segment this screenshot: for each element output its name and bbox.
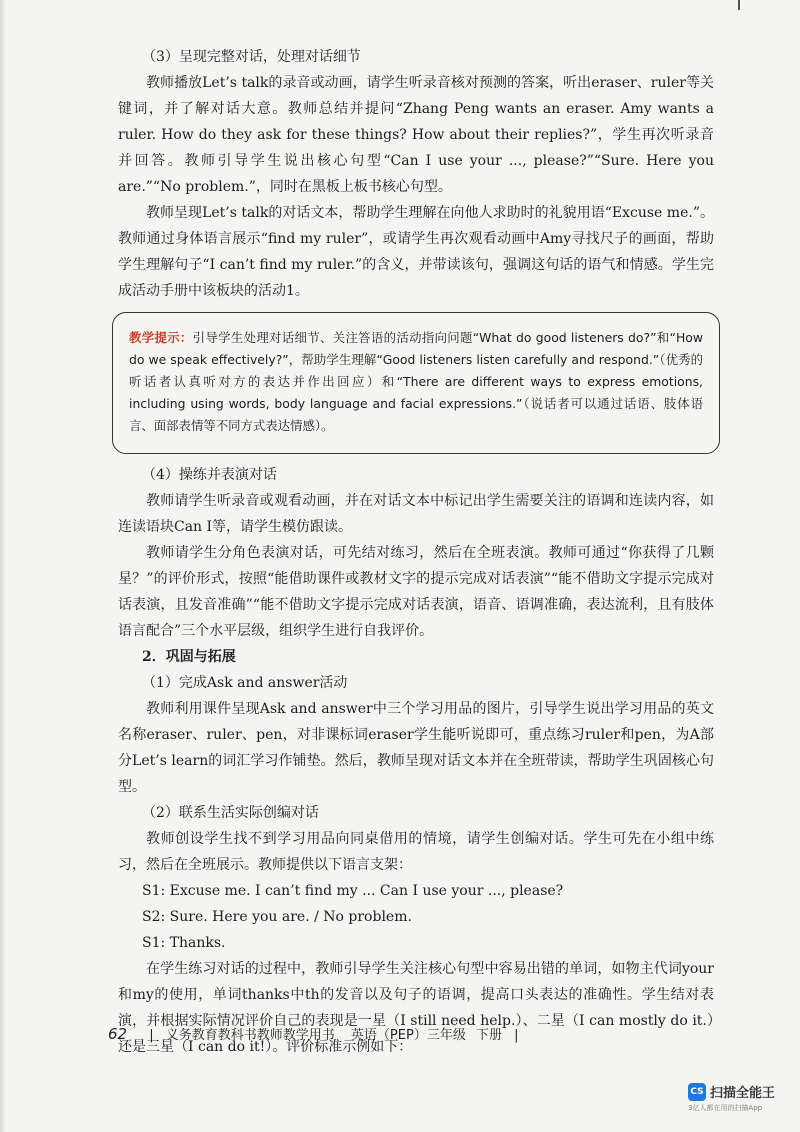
paragraph: 教师请学生分角色表演对话，可先结对练习，然后在全班表演。教师可通过“你获得了几颗星？”的评价形式，按照“能借助课件或教材文字的提示完成对话表演”“能不借助文字提示完成对话表演，且发音准确”“能不借助文字提示完成对话表演，语音、语调准确，表达流利，且有肢体语言配合”三个水平层级，组织学生进行自我评价。 <box>118 545 714 639</box>
scanner-watermark <box>688 1082 775 1113</box>
heading-create-dialogue: （2）联系生活实际创编对话 <box>142 805 319 821</box>
tip-text: 引导学生处理对话细节、关注答语的活动指向问题“What do good listeners do?”和“How do we speak effectively?”，帮助学生理解“Good listeners listen carefully and respond.”（优秀的听话者认真听对方的表达并作出回应）和“There are different ways to express emotions, including using words, body language and facial expressions.”（说话者可以通过话语、肢体语言、面部表情等不同方式表达情感）。 <box>129 330 704 433</box>
page-number: 62 <box>108 1025 128 1043</box>
heading-present-dialogue: （3）呈现完整对话，处理对话细节 <box>142 49 361 65</box>
paragraph: 教师呈现Let’s talk的对话文本，帮助学生理解在向他人求助时的礼貌用语“Excuse me.”。教师通过身体语言展示“find my ruler”，或请学生再次观看动画中Amy寻找尺子的画面，帮助学生理解句子“I can’t find my ruler.”的含义，并带读该句，强调这句话的语气和情感。学生完成活动手册中该板块的活动1。 <box>118 205 714 299</box>
watermark-tagline: 3亿人都在用的扫描App <box>688 1104 763 1112</box>
footer-separator: | <box>149 1028 154 1043</box>
page-footer <box>108 1024 527 1043</box>
paragraph: 教师创设学生找不到学习用品向同桌借用的情境，请学生创编对话。学生可先在小组中练习，然后在全班展示。教师提供以下语言支架： <box>118 831 714 873</box>
teaching-tip-box <box>112 312 720 454</box>
footer-separator: | <box>514 1028 519 1043</box>
page-crop-mark <box>738 0 740 10</box>
camscanner-logo-icon: CS <box>688 1083 706 1101</box>
heading-ask-and-answer: （1）完成Ask and answer活动 <box>142 675 348 691</box>
book-volume: 下册 <box>475 1028 502 1043</box>
book-subject: 英语（PEP）三年级 <box>350 1028 466 1043</box>
page-edge <box>0 0 6 1132</box>
dialog-line: S2: Sure. Here you are. / No problem. <box>142 909 412 925</box>
page-content <box>118 44 714 1060</box>
tip-label: 教学提示： <box>129 330 193 345</box>
paragraph: 教师播放Let’s talk的录音或动画，请学生听录音核对预测的答案，听出eraser、ruler等关键词，并了解对话大意。教师总结并提问“Zhang Peng wants an eraser. Amy wants a ruler. How do they ask for these things? How about their replies?”，学生再次听录音并回答。教师引导学生说出核心句型“Can I use your ..., please?”“Sure. Here you are.”“No problem.”，同时在黑板上板书核心句型。 <box>118 75 714 195</box>
paragraph: 教师利用课件呈现Ask and answer中三个学习用品的图片，引导学生说出学习用品的英文名称eraser、ruler、pen，对非课标词eraser学生能听说即可，重点练习ruler和pen，为A部分Let’s learn的词汇学习作铺垫。然后，教师呈现对话文本并在全班带读，帮助学生巩固核心句型。 <box>118 701 714 795</box>
dialog-line: S1: Excuse me. I can’t find my ... Can I use your ..., please? <box>142 883 564 899</box>
heading-practice-dialogue: （4）操练并表演对话 <box>142 467 277 483</box>
paragraph: 在学生练习对话的过程中，教师引导学生关注核心句型中容易出错的单词，如物主代词your和my的使用，单词thanks中th的发音以及句子的语调，提高口头表达的准确性。学生结对表演，并根据实际情况评价自己的表现是一星（I still need help.）、二星（I can mostly do it.）还是三星（I can do it!）。评价标准示例如下： <box>118 961 714 1055</box>
paragraph: 教师请学生听录音或观看动画，并在对话文本中标记出学生需要关注的语调和连读内容，如连读语块Can I等，请学生模仿跟读。 <box>118 493 714 535</box>
watermark-app-name: 扫描全能王 <box>710 1086 776 1101</box>
section-heading-consolidate: 2．巩固与拓展 <box>142 649 236 665</box>
book-title: 义务教育教科书教师教学用书 <box>165 1028 335 1043</box>
dialog-line: S1: Thanks. <box>142 935 226 951</box>
